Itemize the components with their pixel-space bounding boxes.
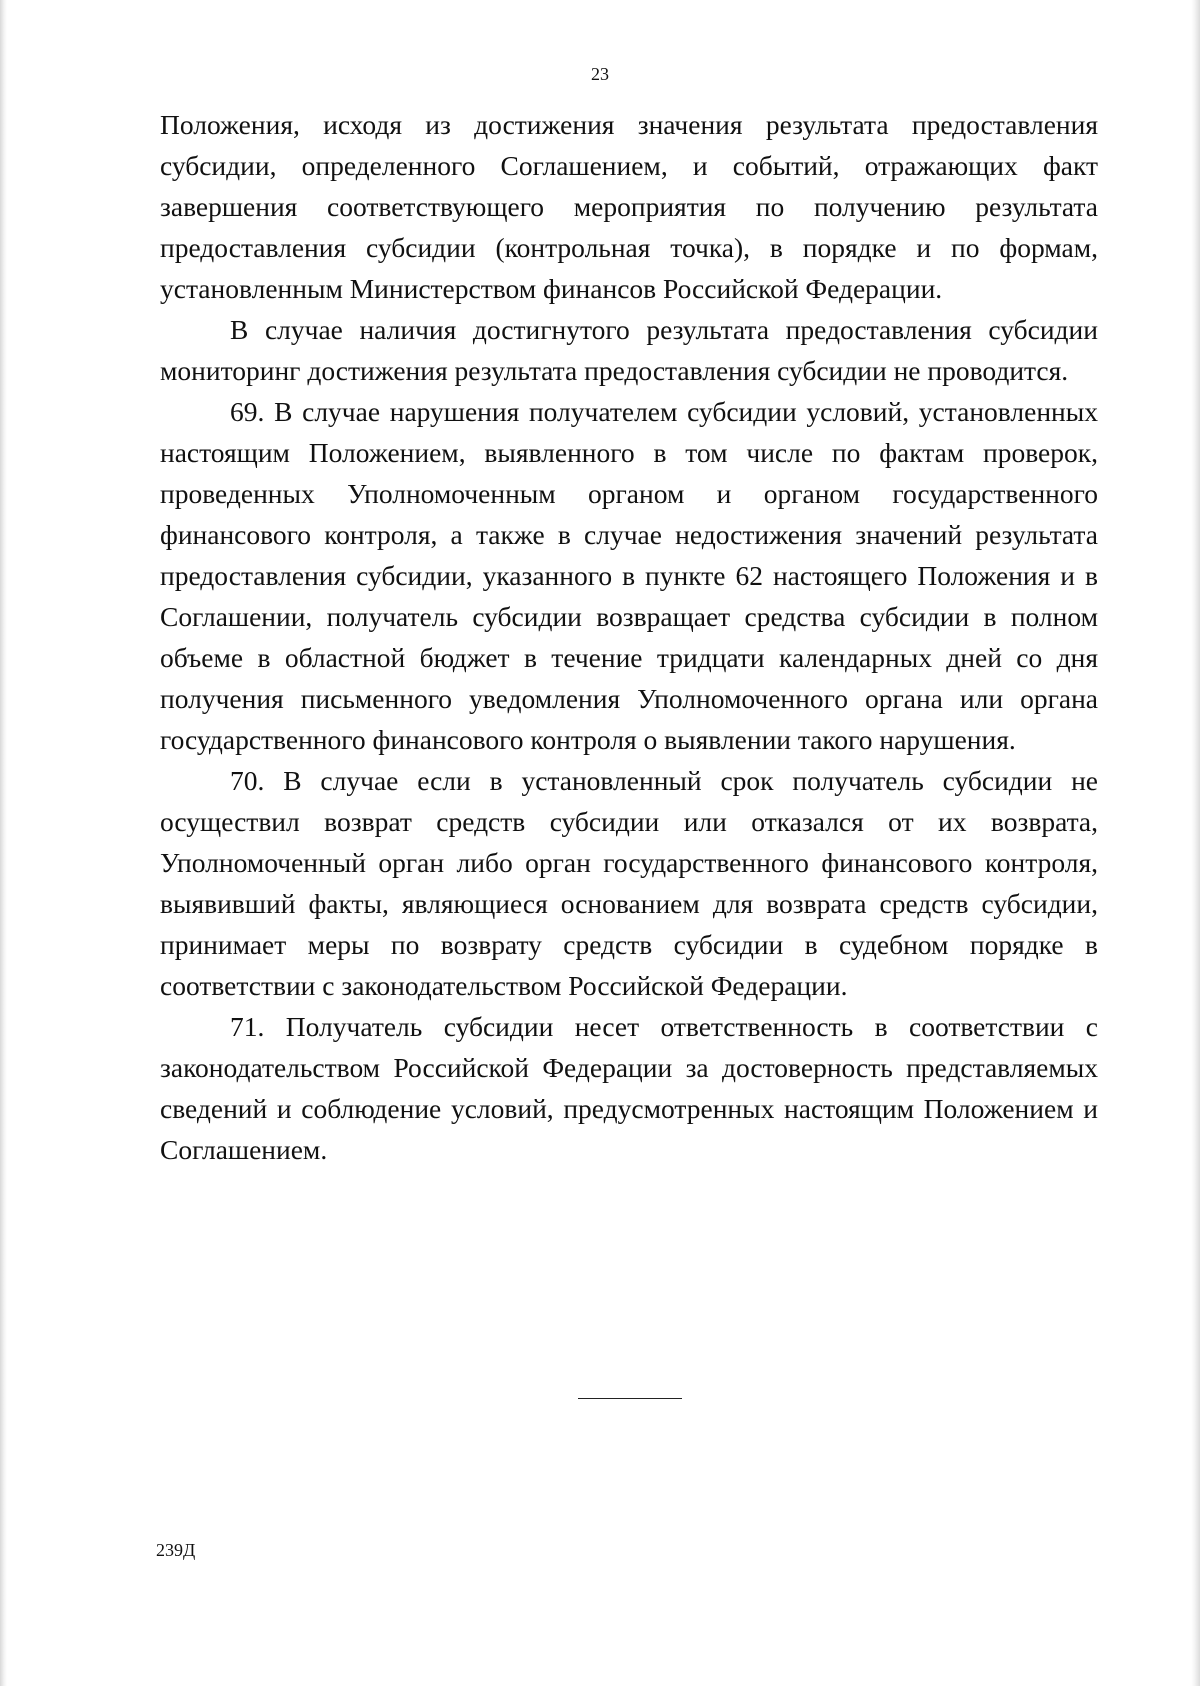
scan-edge-left [0, 0, 7, 1686]
paragraph-70: 70. В случае если в установленный срок получатель субсидии не осуществил возврат средств субсидии или отказался от их возврата, Уполномоченный орган либо орган государственного финансового контроля, выявивший факты, являющиеся основанием для возврата средств субсидии, принимает меры по возврату средств субсидии в судебном порядке в соответствии с законодательством Российской Федерации. [160, 765, 1098, 1001]
end-of-document-rule [578, 1398, 682, 1399]
document-code: 239Д [156, 1540, 196, 1560]
paragraph-continuation: Положения, исходя из достижения значения результата предоставления субсидии, определенного Соглашением, и событий, отражающих факт завершения соответствующего мероприятия по получению результата предоставления субсидии (контрольная точка), в порядке и по формам, установленным Министерством финансов Российской Федерации. [160, 109, 1098, 304]
paragraph-71: 71. Получатель субсидии несет ответственность в соответствии с законодательством Российской Федерации за достоверность представляемых сведений и соблюдение условий, предусмотренных настоящим Положением и Соглашением. [160, 1011, 1098, 1165]
paragraph-69: 69. В случае нарушения получателем субсидии условий, установленных настоящим Положением, выявленного в том числе по фактам проверок, проведенных Уполномоченным органом и органом государственного финансового контроля, а также в случае недостижения значений результата предоставления субсидии, указанного в пункте 62 настоящего Положения и в Соглашении, получатель субсидии возвращает средства субсидии в полном объеме в областной бюджет в течение тридцати календарных дней со дня получения письменного уведомления Уполномоченного органа или органа государственного финансового контроля о выявлении такого нарушения. [160, 396, 1098, 755]
page-number: 23 [591, 64, 609, 84]
document-body [160, 104, 1098, 1170]
paragraph-monitoring: В случае наличия достигнутого результата предоставления субсидии мониторинг достижения результата предоставления субсидии не проводится. [160, 314, 1098, 386]
scan-edge-right [1191, 0, 1200, 1686]
